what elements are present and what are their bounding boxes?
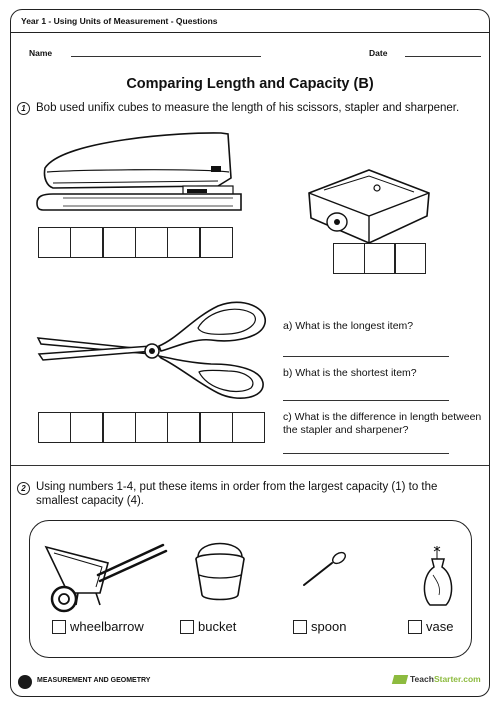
unifix-cube [38,412,72,443]
wheelbarrow-option[interactable] [52,619,144,634]
unifix-cube [102,227,136,258]
worksheet-page [10,9,490,697]
question-2-number: 2 [17,482,30,495]
spoon-image [300,551,350,591]
scissors-cube-row [39,412,265,443]
stapler-cube-row [39,227,233,258]
question-1-text: Bob used unifix cubes to measure the length of his scissors, stapler and sharpener. [36,102,460,114]
unifix-cube [333,243,365,274]
unifix-cube [167,227,201,258]
brand-name-part-2: Starter.com [433,674,481,684]
footer-category: MEASUREMENT AND GEOMETRY [37,677,151,684]
unifix-cube [364,243,396,274]
date-label: Date [369,48,388,58]
brand-name-part-1: Teach [410,674,434,684]
spoon-label: spoon [311,619,347,634]
vase-checkbox[interactable] [408,620,422,634]
calculator-icon [18,675,32,689]
unifix-cube [199,412,233,443]
teachstarter-logo [393,674,481,684]
name-field[interactable] [71,56,261,57]
stapler-image [33,128,248,223]
capacity-items-box [29,520,472,658]
bucket-image [190,545,250,605]
question-1-number: 1 [17,102,30,115]
sharpener-cube-row [334,243,426,274]
bucket-checkbox[interactable] [180,620,194,634]
wheelbarrow-label: wheelbarrow [70,619,144,634]
question-1c: c) What is the difference in length between the stapler and sharpener? [283,411,482,436]
answer-1a-line[interactable] [283,356,449,357]
teachstarter-logo-icon [392,675,408,684]
unifix-cube [232,412,266,443]
question-1b: b) What is the shortest item? [283,367,417,379]
page-title: Comparing Length and Capacity (B) [126,76,374,92]
unifix-cube [199,227,233,258]
section-divider [11,465,489,466]
unifix-cube [167,412,201,443]
scissors-image [33,298,278,403]
unifix-cube [135,227,169,258]
vase-label: vase [426,619,454,634]
spoon-checkbox[interactable] [293,620,307,634]
unifix-cube [135,412,169,443]
vase-option[interactable] [408,619,453,634]
unifix-cube [394,243,426,274]
bucket-option[interactable] [180,619,236,634]
question-2-text: Using numbers 1-4, put these items in order from the largest capacity (1) to the smallest capacity (4). [36,481,438,507]
bucket-label: bucket [198,619,237,634]
wheelbarrow-image [38,535,173,617]
question-1a: a) What is the longest item? [283,320,414,332]
date-field[interactable] [405,56,481,57]
name-label: Name [29,48,53,58]
vase-image [420,545,456,611]
answer-1b-line[interactable] [283,400,449,401]
unifix-cube [102,412,136,443]
wheelbarrow-checkbox[interactable] [52,620,66,634]
sharpener-image [299,168,434,248]
worksheet-header: Year 1 - Using Units of Measurement - Questions [11,10,489,33]
unifix-cube [38,227,72,258]
answer-1c-line[interactable] [283,453,449,454]
unifix-cube [70,412,104,443]
unifix-cube [70,227,104,258]
spoon-option[interactable] [293,619,346,634]
